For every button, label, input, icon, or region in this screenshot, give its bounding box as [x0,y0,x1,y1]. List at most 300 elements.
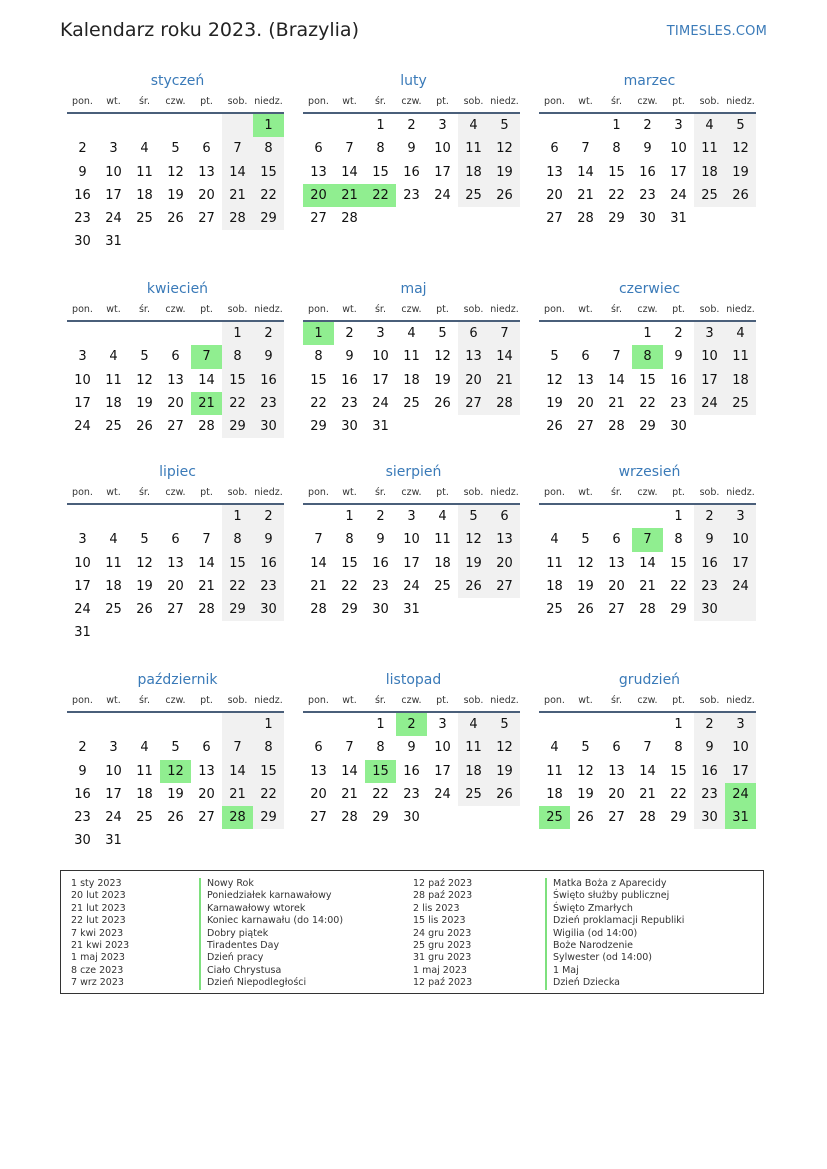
day-cell: 25 [434,578,451,594]
day-cell: 22 [341,578,358,594]
empty-day-cell [427,207,458,230]
day-cell: 11 [403,349,420,365]
day-cell: 31 [105,234,122,250]
month-block [539,278,760,438]
day-cell: 19 [458,552,489,575]
day-cell: 24 [694,392,725,415]
month-name: styczeń [150,73,205,89]
empty-day-cell [129,505,160,528]
holiday-name: Ciało Chrystusa [199,965,343,977]
day-cell: 3 [109,141,118,157]
weekday-header: wt. [98,302,129,322]
weekday-header: sob. [222,302,253,322]
day-cell: 31 [670,211,687,227]
day-cell: 14 [489,345,520,368]
weekday-header: czw. [396,693,427,713]
day-cell: 23 [403,187,420,203]
day-cell: 19 [489,161,520,184]
month-block [67,278,288,438]
month-name: marzec [623,73,676,89]
day-cell: 1 [674,717,683,732]
empty-day-cell [539,322,570,345]
day-cell: 8 [222,345,253,368]
day-cell: 30 [639,211,656,227]
day-cell: 19 [167,786,184,802]
day-cell: 14 [341,763,358,779]
day-cell: 28 [198,419,215,435]
day-cell: 16 [403,763,420,779]
day-cell: 15 [639,372,656,388]
day-cell: 8 [612,141,621,157]
day-cell: 23 [639,187,656,203]
day-cell: 14 [341,164,358,180]
empty-day-cell [160,713,191,736]
day-cell: 5 [581,532,590,548]
weekday-header: śr. [601,94,632,114]
day-cell: 7 [222,137,253,160]
day-cell: 10 [725,736,756,759]
weekday-header: niedz. [725,693,756,713]
weekday-header: śr. [365,693,396,713]
day-cell: 3 [407,509,416,524]
month-block [67,461,288,645]
day-cell: 17 [105,187,122,203]
empty-day-cell [98,621,129,644]
day-cell: 28 [222,207,253,230]
holiday-day-cell: 15 [365,760,396,783]
day-cell: 9 [407,141,416,157]
day-cell: 6 [550,141,559,157]
day-cell: 2 [643,118,652,133]
day-cell: 24 [434,786,451,802]
day-cell: 8 [674,740,683,756]
day-cell: 30 [403,810,420,826]
day-cell: 30 [253,415,284,438]
day-cell: 27 [608,810,625,826]
day-cell: 29 [310,419,327,435]
month-days-grid [67,94,288,254]
day-cell: 5 [489,114,520,137]
empty-day-cell [129,621,160,644]
weekday-header: pt. [191,485,222,505]
day-cell: 28 [577,211,594,227]
day-cell: 8 [376,141,385,157]
day-cell: 26 [167,810,184,826]
empty-day-cell [67,713,98,736]
brand-link[interactable]: TIMESLES.COM [666,24,767,39]
day-cell: 5 [489,713,520,736]
holiday-date: 12 paź 2023 [413,977,473,989]
day-cell: 6 [314,141,323,157]
day-cell: 4 [550,532,559,548]
day-cell: 12 [489,736,520,759]
weekday-header: sob. [222,693,253,713]
day-cell: 30 [670,419,687,435]
day-cell: 21 [489,369,520,392]
day-cell: 1 [253,713,284,736]
day-cell: 9 [253,345,284,368]
day-cell: 8 [345,532,354,548]
day-cell: 12 [434,349,451,365]
month-days-grid [67,302,288,438]
month-name: październik [137,672,218,688]
day-cell: 25 [403,395,420,411]
weekday-header: pon. [303,693,334,713]
weekday-header: pon. [539,94,570,114]
empty-day-cell [334,713,365,736]
day-cell: 6 [171,532,180,548]
day-cell: 25 [105,419,122,435]
day-cell: 30 [74,833,91,849]
day-cell: 10 [434,740,451,756]
day-cell: 16 [694,760,725,783]
day-cell: 23 [403,786,420,802]
weekday-header: niedz. [725,485,756,505]
day-cell: 3 [109,740,118,756]
day-cell: 26 [546,419,563,435]
weekday-header: czw. [160,302,191,322]
day-cell: 15 [253,760,284,783]
day-cell: 1 [345,509,354,524]
day-cell: 14 [198,372,215,388]
day-cell: 20 [198,786,215,802]
day-cell: 23 [253,575,284,598]
weekday-header: pon. [539,485,570,505]
empty-day-cell [98,713,129,736]
empty-day-cell [160,621,191,644]
day-cell: 27 [608,602,625,618]
day-cell: 5 [581,740,590,756]
day-cell: 20 [458,369,489,392]
weekday-header: czw. [396,94,427,114]
day-cell: 9 [78,763,87,779]
day-cell: 21 [341,786,358,802]
weekday-header: pt. [191,302,222,322]
day-cell: 10 [434,141,451,157]
day-cell: 16 [74,786,91,802]
day-cell: 22 [639,395,656,411]
day-cell: 30 [253,598,284,621]
day-cell: 6 [458,322,489,345]
day-cell: 21 [639,578,656,594]
day-cell: 17 [372,372,389,388]
day-cell: 16 [694,552,725,575]
day-cell: 18 [458,161,489,184]
day-cell: 17 [403,555,420,571]
holiday-day-cell: 1 [253,114,284,137]
empty-day-cell [222,114,253,137]
day-cell: 22 [608,187,625,203]
holiday-name: Matka Boża z Aparecidy [545,878,684,890]
month-name: kwiecień [146,281,209,297]
day-cell: 14 [222,161,253,184]
weekday-header: wt. [334,693,365,713]
empty-day-cell [98,114,129,137]
day-cell: 13 [608,763,625,779]
month-name: sierpień [385,464,442,480]
holiday-day-cell: 24 [725,783,756,806]
weekday-header: wt. [334,302,365,322]
weekday-header: pt. [663,693,694,713]
day-cell: 7 [345,740,354,756]
day-cell: 2 [407,118,416,133]
holiday-day-cell: 21 [334,184,365,207]
empty-day-cell [129,713,160,736]
month-name: lipiec [159,464,196,480]
day-cell: 9 [345,349,354,365]
holiday-name: Dzień proklamacji Republiki [545,915,684,927]
holiday-day-cell: 20 [303,184,334,207]
empty-day-cell [67,114,98,137]
empty-day-cell [160,230,191,253]
day-cell: 25 [694,184,725,207]
day-cell: 15 [222,369,253,392]
day-cell: 11 [136,164,153,180]
weekday-header: sob. [222,485,253,505]
day-cell: 9 [78,164,87,180]
weekday-header: czw. [632,485,663,505]
holiday-name: Święto Zmarłych [545,903,684,915]
month-block [303,70,524,230]
day-cell: 2 [78,141,87,157]
day-cell: 2 [694,505,725,528]
day-cell: 18 [725,369,756,392]
day-cell: 27 [489,575,520,598]
day-cell: 20 [167,578,184,594]
empty-day-cell [427,598,458,621]
empty-day-cell [98,322,129,345]
day-cell: 27 [198,810,215,826]
holiday-dates-left [71,878,129,990]
day-cell: 4 [725,322,756,345]
day-cell: 27 [310,211,327,227]
empty-day-cell [539,505,570,528]
day-cell: 26 [136,602,153,618]
day-cell: 25 [458,184,489,207]
day-cell: 12 [725,137,756,160]
weekday-header: niedz. [253,485,284,505]
weekday-header: czw. [160,94,191,114]
day-cell: 13 [167,555,184,571]
empty-day-cell [539,114,570,137]
day-cell: 29 [639,419,656,435]
weekday-header: pt. [663,302,694,322]
day-cell: 19 [577,786,594,802]
month-block [303,461,524,621]
empty-day-cell [632,713,663,736]
day-cell: 28 [341,810,358,826]
day-cell: 17 [725,552,756,575]
empty-day-cell [539,713,570,736]
day-cell: 14 [639,555,656,571]
day-cell: 16 [253,552,284,575]
empty-day-cell [222,713,253,736]
day-cell: 10 [372,349,389,365]
weekday-header: sob. [458,485,489,505]
weekday-header: sob. [222,94,253,114]
day-cell: 22 [670,578,687,594]
holiday-name: Koniec karnawału (do 14:00) [199,915,343,927]
day-cell: 13 [167,372,184,388]
day-cell: 2 [253,505,284,528]
day-cell: 7 [202,532,211,548]
holiday-day-cell: 22 [365,184,396,207]
weekday-header: czw. [632,302,663,322]
weekday-header: wt. [570,94,601,114]
day-cell: 3 [725,505,756,528]
day-cell: 3 [438,717,447,732]
day-cell: 1 [222,322,253,345]
day-cell: 23 [694,783,725,806]
day-cell: 9 [674,349,683,365]
day-cell: 20 [546,187,563,203]
day-cell: 7 [612,349,621,365]
day-cell: 14 [310,555,327,571]
weekday-header: wt. [98,485,129,505]
day-cell: 8 [253,137,284,160]
empty-day-cell [427,415,458,438]
day-cell: 19 [136,578,153,594]
day-cell: 18 [105,578,122,594]
day-cell: 11 [105,372,122,388]
day-cell: 5 [140,349,149,365]
day-cell: 22 [222,575,253,598]
day-cell: 27 [310,810,327,826]
day-cell: 6 [612,532,621,548]
day-cell: 2 [253,322,284,345]
day-cell: 20 [198,187,215,203]
day-cell: 18 [136,187,153,203]
day-cell: 19 [136,395,153,411]
holiday-name: Tiradentes Day [199,940,343,952]
weekday-header: czw. [632,693,663,713]
day-cell: 31 [105,833,122,849]
day-cell: 29 [670,602,687,618]
day-cell: 30 [341,419,358,435]
day-cell: 4 [438,509,447,524]
day-cell: 7 [643,740,652,756]
empty-day-cell [334,114,365,137]
month-days-grid [539,94,760,230]
weekday-header: czw. [396,485,427,505]
day-cell: 17 [434,763,451,779]
day-cell: 28 [198,602,215,618]
holiday-date: 21 lut 2023 [71,902,126,914]
day-cell: 17 [670,164,687,180]
day-cell: 27 [167,602,184,618]
weekday-header: wt. [334,485,365,505]
weekday-header: czw. [160,485,191,505]
holiday-date: 22 lut 2023 [71,915,126,927]
day-cell: 19 [546,395,563,411]
day-cell: 3 [78,349,87,365]
month-name: czerwiec [618,281,681,297]
weekday-header: czw. [396,302,427,322]
day-cell: 18 [136,786,153,802]
empty-day-cell [427,806,458,829]
holiday-day-cell: 21 [191,392,222,415]
weekday-header: czw. [160,693,191,713]
weekday-header: śr. [129,693,160,713]
day-cell: 22 [372,786,389,802]
empty-day-cell [570,713,601,736]
day-cell: 23 [372,578,389,594]
day-cell: 21 [222,783,253,806]
empty-day-cell [67,322,98,345]
day-cell: 11 [136,763,153,779]
holiday-names-left [199,878,343,990]
day-cell: 25 [136,810,153,826]
day-cell: 6 [581,349,590,365]
day-cell: 5 [438,326,447,341]
day-cell: 7 [489,322,520,345]
day-cell: 14 [639,763,656,779]
weekday-header: pon. [67,485,98,505]
day-cell: 13 [546,164,563,180]
holiday-name: Święto służby publicznej [545,890,684,902]
day-cell: 31 [74,625,91,641]
empty-day-cell [601,505,632,528]
day-cell: 28 [608,419,625,435]
weekday-header: sob. [458,302,489,322]
day-cell: 7 [222,736,253,759]
day-cell: 16 [670,372,687,388]
day-cell: 14 [198,555,215,571]
day-cell: 29 [670,810,687,826]
holiday-day-cell: 25 [539,806,570,829]
day-cell: 15 [341,555,358,571]
day-cell: 22 [670,786,687,802]
weekday-header: pt. [427,693,458,713]
empty-day-cell [632,505,663,528]
day-cell: 7 [314,532,323,548]
day-cell: 7 [345,141,354,157]
holiday-day-cell: 28 [222,806,253,829]
day-cell: 24 [105,211,122,227]
day-cell: 13 [310,763,327,779]
day-cell: 10 [74,372,91,388]
day-cell: 15 [670,763,687,779]
day-cell: 20 [489,552,520,575]
day-cell: 21 [310,578,327,594]
day-cell: 16 [253,369,284,392]
day-cell: 24 [403,578,420,594]
day-cell: 29 [222,415,253,438]
day-cell: 5 [171,141,180,157]
empty-day-cell [303,505,334,528]
day-cell: 18 [458,760,489,783]
day-cell: 25 [136,211,153,227]
weekday-header: pon. [67,693,98,713]
day-cell: 26 [577,810,594,826]
empty-day-cell [129,230,160,253]
day-cell: 29 [253,207,284,230]
weekday-header: wt. [98,693,129,713]
weekday-header: wt. [334,94,365,114]
weekday-header: czw. [632,94,663,114]
holiday-day-cell: 8 [632,345,663,368]
day-cell: 4 [458,713,489,736]
empty-day-cell [191,829,222,852]
day-cell: 6 [489,505,520,528]
day-cell: 28 [639,810,656,826]
holiday-date: 20 lut 2023 [71,890,126,902]
day-cell: 17 [694,369,725,392]
holiday-list [60,870,764,994]
day-cell: 17 [105,786,122,802]
day-cell: 18 [434,555,451,571]
day-cell: 19 [489,760,520,783]
